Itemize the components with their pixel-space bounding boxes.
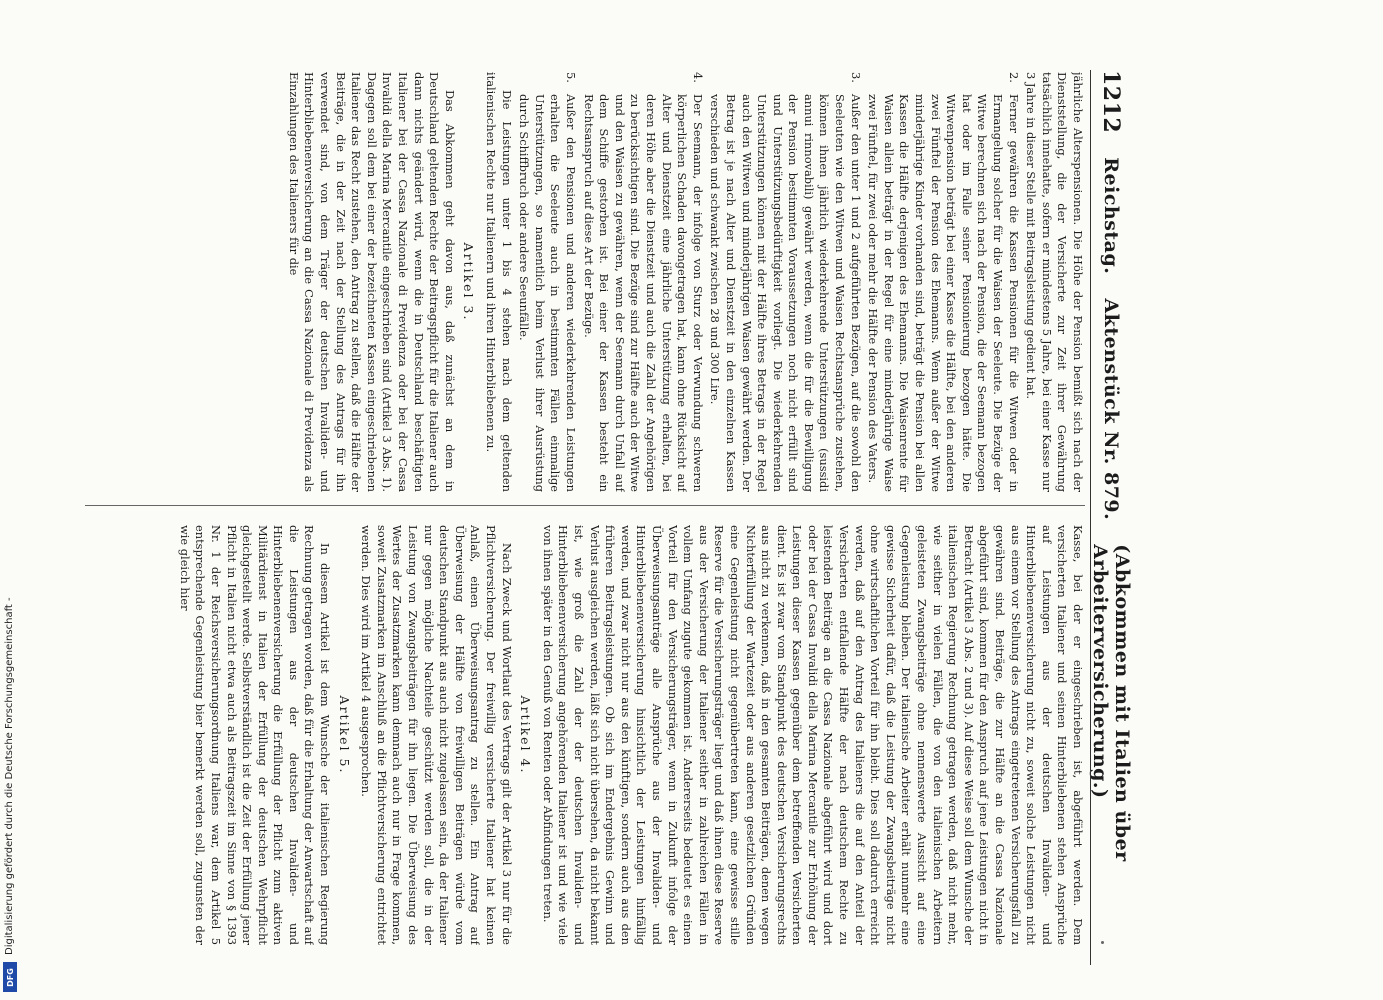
article-4-text: Nach Zweck und Wortlaut des Vertrags gilt der Artikel 3 nur für die Pflichtversicherung. Der freiwillig versicherte Italiener hat keinen Anlaß, einen Überweisungsantrag zu stellen. Ein Antrag auf Überweisung der Hälfte von freiwilligen Beiträgen würde vom deutschen Standpunkt aus auch nicht zugelassen sein, da der Italiener nur gegen mögliche Nachteile geschützt werden soll, die in der Leistung von Zwangsbeiträgen für ihn liegen. Die Überweisung des Wertes der Zusatzmarken kann demnach auch nur in Frage kommen, soweit Zusatzmarken im Anschluß an die Pflichtversicherung entrichtet werden. Dies wird im Artikel 4 ausgesprochen. [359, 525, 514, 945]
page-header [1089, 70, 1133, 965]
summary-paragraph: Die Leistungen unter 1 bis 4 stehen nach dem geltenden italienischen Rechte nur Italienern und ihren Hinterbliebenen zu. [484, 72, 514, 492]
intro-paragraph: jährliche Alterspensionen. Die Höhe der Pension bemißt sich nach der Dienststellung, die der Versicherte zur Zeit ihrer Gewährung tatsächlich innehatte, sofern er mindestens 5 Jahre, bei einer Kasse nur 3 Jahre in dieser Stelle mit Beitragsleistung gedient hat. [1024, 72, 1085, 492]
left-column [25, 72, 1085, 492]
list-item: 3. Außer den unter 1 und 2 aufgeführten Bezügen, auf die sowohl den Seeleuten wie den Witwen und Waisen Rechtsansprüche zustehen, können ihnen jährlich wiederkehrende Unterstützungen (sussidi annui rinnovabili) gewährt werden, wenn die für die Bewilligung der Pension bestimmten Voraussetzungen noch nicht erfüllt sind und Unterstützungsbedürftigkeit vorliegt. Die wiederkehrenden Unterstützungen können mit der Hälfte ihres Betrags in der Regel auch den Witwen und minderjährigen Waisen gewährt werden. Der Betrag ist je nach Alter und Dienstzeit in den einzelnen Kassen verschieden und schwankt zwischen 28 und 300 Lire. [708, 72, 863, 492]
scan-speck [1101, 941, 1104, 944]
list-item: 5. Außer den Pensionen und anderen wiederkehrenden Leistungen erhalten die Seeleute auch in bestimmten Fällen einmalige Unterstützungen, so namentlich beim Verlust ihrer Ausrüstung durch Schiffbruch oder andere Seeunfälle. [517, 72, 578, 492]
right-column [25, 525, 1085, 945]
column-divider [85, 505, 1085, 506]
article-3-text: Das Abkommen geht davon aus, daß zunächst an dem in Deutschland geltenden Rechte der Beitragspflicht für die Italiener auch dann nichts geändert wird, wenn die in Deutschland beschäftigten Italiener bei der Cassa Nazionale di Previdenza oder bei der Cassa Invalidi della Marina Mercantile eingeschrieben sind (Artikel 3 Abs. 1). Dagegen soll dem bei einer der bezeichneten Kassen eingeschriebenen Italiener das Recht zustehen, den Antrag zu stellen, daß die Hälfte der Beiträge, die in der Zeit nach der Stellung des Antrags für ihn verwendet sind, von dem Träger der deutschen Invaliden- und Hinterbliebenenversicherung an die Cassa Nazionale di Previdenza als Einzahlungen des Italieners für die [286, 72, 457, 492]
sidebar-credit [0, 0, 28, 1000]
dfg-logo-icon: DFG [3, 962, 17, 992]
publication-title: Reichstag. [1100, 157, 1122, 275]
document-subject: (Abkommen mit Italien über Arbeiterversicherung.) [1089, 544, 1133, 862]
article-4-heading: Artikel 4. [518, 695, 534, 775]
list-item: 2. Ferner gewähren die Kassen Pensionen für die Witwen oder in Ermangelung solcher für die Waisen der Seeleute. Die Bezüge der Witwe berechnen sich nach der Pension, die der Seemann bezogen hat oder im Falle seiner Pensionierung bezogen hätte. Die Witwenpension beträgt bei einer Kasse die Hälfte, bei den anderen zwei Fünftel der Pension des Ehemanns. Wenn außer der Witwe minderjährige Kinder vorhanden sind, beträgt die Pension bei allen Kassen die Hälfte derjenigen des Ehemanns. Die Waisenrente für Waisen allein beträgt in der Regel für eine minderjährige Waise zwei Fünftel, für zwei oder mehr die Hälfte der Pension des Vaters. [866, 72, 1021, 492]
header-rule [1090, 70, 1091, 965]
document-number: Aktenstück Nr. 879. [1100, 298, 1122, 521]
credit-text: Digitalisierung gefördert durch die Deutsche Forschungsgemeinschaft - [4, 597, 15, 955]
article-3-heading: Artikel 3. [461, 242, 477, 322]
continuation-paragraph: Kasse, bei der er eingeschrieben ist, abgeführt werden. Dem versicherten Italiener und seinen Hinterbliebenen stehen Ansprüche auf Leistungen aus der deutschen Invaliden- und Hinterbliebenenversicherung nicht zu, soweit solche Leistungen nicht aus einem vor Stellung des Antrags eingetretenen Versicherungsfall zu gewähren sind. Beiträge, die zur Hälfte an die Cassa Nazionale abgeführt sind, kommen für den Anspruch auf jene Leistungen nicht in Betracht (Artikel 3 Abs. 2 und 3). Auf diese Weise soll dem Wunsche der italienischen Regierung Rechnung getragen werden, daß nicht mehr, wie seither in vielen Fällen, die von den italienischen Arbeitern geleisteten Zwangsbeiträge ohne nennenswerte Aussicht auf eine Gegenleistung bleiben. Der italienische Arbeiter erhält nunmehr eine gewisse Sicherheit dafür, daß die Leistung der Zwangsbeiträge nicht ohne wirtschaftlichen Vorteil für ihn bleibt. Dies soll dadurch erreicht werden, daß auf den Antrag des Italieners die auf den Anteil der Versicherten entfallende Hälfte der nach deutschem Rechte zu leistenden Beiträge an die Cassa Nazionale abgeführt wird und dort oder bei der Cassa Invalidi della Marina Mercantile zur Erhöhung der Leistungen dieser Kassen gegenüber dem betreffenden Versicherten dient. Es ist zwar vom Standpunkt des deutschen Versicherungsrechts aus nicht zu verkennen, daß in den gesamten Beiträgen, denen wegen Nichterfüllung der Wartezeit oder aus anderen gesetzlichen Gründen eine Gegenleistung nicht gegenübertreten kann, eine gewisse stille Reserve für die Versicherungsträger liegt und daß ihnen diese Reserve aus der Versicherung der Italiener seither in zahlreichen Fällen in vollem Umfang zugute gekommen ist. Andererseits bedeutet es einen Vorteil für den Versicherungsträger, wenn in Zukunft infolge der Überweisungsanträge alle Ansprüche aus der Invaliden- und Hinterbliebenenversicherung hinsichtlich der Leistungen hinfällig werden, und zwar nicht nur aus den künftigen, sondern auch aus den früheren Beitragsleistungen. Ob sich im Endergebnis Gewinn und Verlust ausgleichen werden, läßt sich nicht übersehen, da nicht bekannt ist, wie groß die Zahl der der deutschen Invaliden- und Hinterbliebenenversicherung angehörenden Italiener ist und wie viele von ihnen später in den Genuß von Renten oder Abfindungen treten. [540, 525, 1085, 945]
article-5-heading: Artikel 5. [336, 695, 352, 775]
page-number: 1212 [1098, 70, 1124, 134]
list-item: 4. Der Seemann, der infolge von Sturz oder Verwundung schweren körperlichen Schaden davongetragen hat, kann ohne Rücksicht auf Alter und Dienstzeit eine jährliche Unterstützung erhalten, bei deren Höhe aber die Dienstzeit und auch die Zahl der Angehörigen zu berücksichtigen sind. Die Bezüge sind zur Hälfte auch der Witwe und den Waisen zu gewähren, wenn der Seemann durch Unfall auf dem Schiffe gestorben ist. Bei einer der Kassen besteht ein Rechtsanspruch auf diese Art der Bezüge. [581, 72, 705, 492]
article-5-text: In diesem Artikel ist dem Wunsche der italienischen Regierung Rechnung getragen worden, daß für die Erhaltung der Anwartschaft auf die Leistungen aus der deutschen Invaliden- und Hinterbliebenenversicherung die Erfüllung der Pflicht zum aktiven Militärdienst in Italien der Erfüllung der deutschen Wehrpflicht gleichgestellt werde. Selbstverständlich ist die Zeit der Erfüllung jener Pflicht in Italien nicht etwa auch als Beitragszeit im Sinne von § 1393 Nr. 1 der Reichsversicherungsordnung Italiens war, dem Artikel 5 entsprechende Gegenleistung bier bemerkt werden soll, zugunsten der wie gleich hier [177, 525, 333, 945]
